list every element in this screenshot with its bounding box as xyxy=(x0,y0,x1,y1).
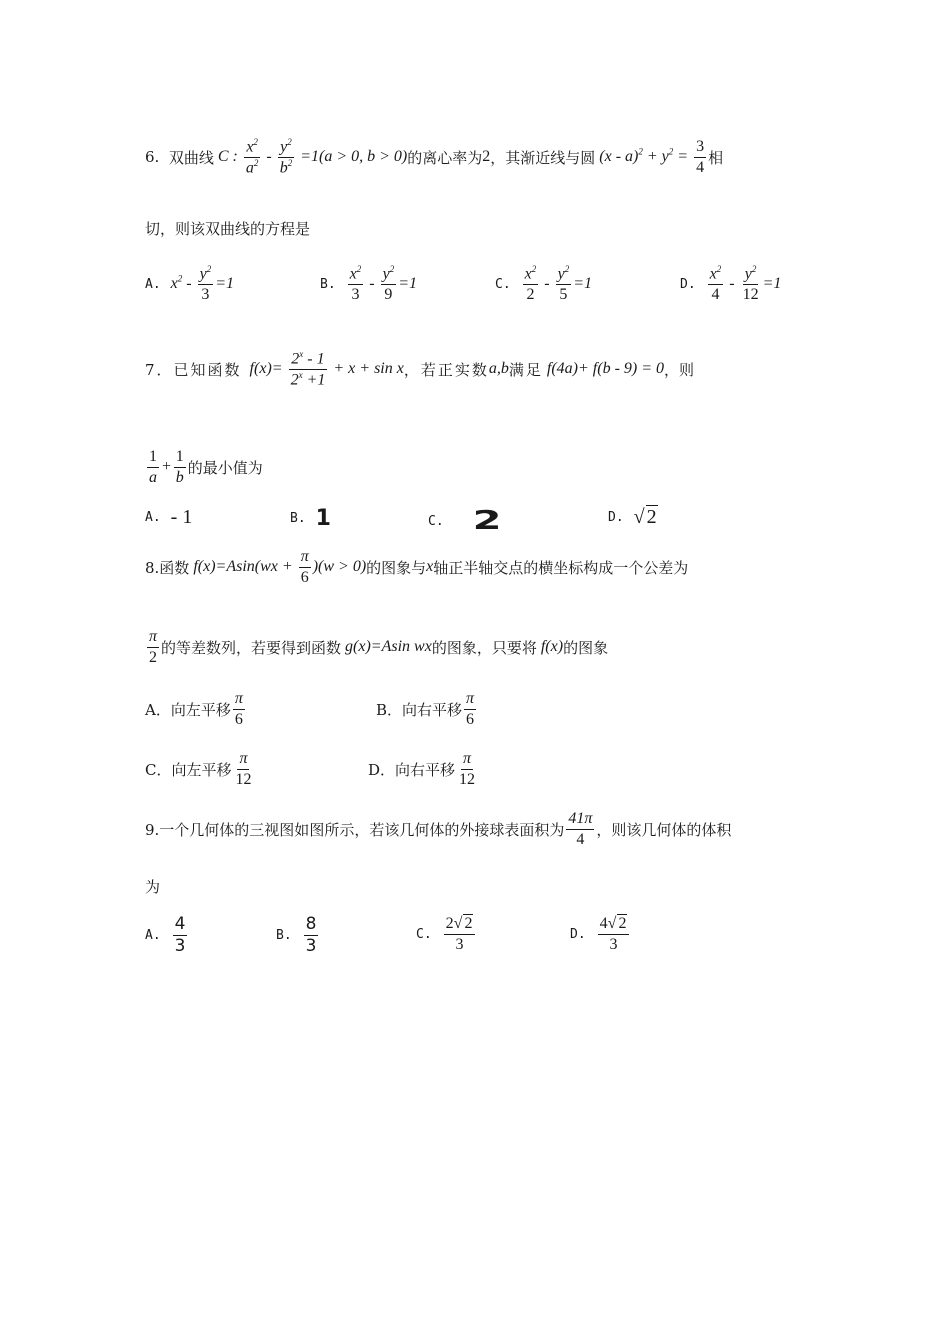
q7-option-d: D. √ 2 xyxy=(608,506,657,528)
q7-vars: a,b xyxy=(488,360,509,378)
q8-text-b: 的图象与 xyxy=(366,558,427,577)
q9-number: 9.一个几何体的三视图如图所示，若该几何体的外接球表面积为 xyxy=(145,820,565,839)
q9-option-c: C. $\frac{2√ 2}{3}$ xyxy=(416,915,477,953)
q7-option-a xyxy=(145,506,192,529)
q6-stem-cont xyxy=(145,218,310,239)
q9-option-a: A. $\frac{4}{3}$ xyxy=(145,914,186,956)
q8-label-d: D．向右平移 xyxy=(368,760,456,779)
q7-value-b: 1 xyxy=(315,506,331,531)
q9-option-d: D. $\frac{4√ 2}{3}$ xyxy=(570,915,631,953)
q6-label-b: B. xyxy=(320,276,336,292)
q8-option-b: B．向右平移 $\frac{\pi}{6}$ xyxy=(376,690,475,728)
q6-option-d: D. $\frac{x^2}{4}$ - $\frac{y^2}{12}$ =1 xyxy=(680,264,782,303)
q8-axis: x xyxy=(426,558,434,576)
q7-label-a: A. xyxy=(145,510,161,525)
q9-stem-cont xyxy=(145,876,160,897)
q8-text-d: 的等差数列，若要得到函数 xyxy=(161,638,342,657)
q7-text-d: ，则 xyxy=(664,360,695,379)
q6-stem xyxy=(145,138,723,177)
q7-value-d: 2 xyxy=(646,506,657,528)
q6-text-d: 相 xyxy=(708,148,724,167)
q7-text-b: ，若正实数 xyxy=(403,360,489,379)
q9-text-c: 为 xyxy=(145,878,161,896)
q9-label-b: B. xyxy=(276,927,292,943)
q6-label-a: A. xyxy=(145,276,161,292)
q6-text-e: 切，则该双曲线的方程是 xyxy=(145,220,311,238)
q6-option-a: A. $x^2$ - $\frac{y^2}{3}$ =1 xyxy=(145,264,234,303)
q9-option-b: B. $\frac{8}{3}$ xyxy=(276,914,317,956)
q8-text-f: 的图象 xyxy=(563,638,609,657)
q9-label-c: C. xyxy=(416,926,432,942)
q7-value-a: - 1 xyxy=(170,506,193,528)
q6-circle: $(x - a)^2 + y^2$ = $\frac{3}{4}$ xyxy=(595,138,705,176)
q6-text-b: 的离心率为 xyxy=(407,148,483,167)
q7-number: 7．已知函数 xyxy=(145,360,242,379)
q7-value-c: 2 xyxy=(472,506,502,536)
q8-text-e: 的图象，只要将 xyxy=(431,638,537,657)
q8-option-a: A．向左平移 $\frac{\pi}{6}$ xyxy=(145,690,243,728)
q8-stem xyxy=(145,548,688,586)
q6-hyperbola: C : $\frac{x^2}{a^2}$ - $\frac{y^2}{b^2}$ =1(a > 0, b > 0) xyxy=(213,137,408,177)
q7-label-b: B. xyxy=(290,511,306,526)
q8-option-d: D．向右平移 $\frac{\pi}{12}$ xyxy=(368,750,476,788)
q7-text-c: 满足 xyxy=(508,360,543,379)
q8-number: 8.函数 xyxy=(145,558,190,577)
q7-stem xyxy=(145,350,694,389)
q6-option-c: C. $\frac{x^2}{2}$ - $\frac{y^2}{5}$ =1 xyxy=(495,264,592,303)
q9-stem: 9.一个几何体的三视图如图所示，若该几何体的外接球表面积为 $\frac{41\pi}{4}$ ，则该几何体的体积 xyxy=(145,810,732,848)
q8-label-c: C．向左平移 xyxy=(145,760,232,779)
q6-number: 6. xyxy=(145,148,160,167)
q7-stem-cont: $\frac{1}{a}$ + $\frac{1}{b}$ 的最小值为 xyxy=(149,448,263,486)
q6-eccentricity: 2 xyxy=(482,148,491,166)
q9-text-b: ，则该几何体的体积 xyxy=(596,820,732,839)
q6-text-a: 双曲线 xyxy=(168,148,214,167)
q8-function: f(x)=Asin(wx + $\frac{\pi}{6}$ )(w > 0) xyxy=(189,548,367,586)
q6-option-b: B. $\frac{x^2}{3}$ - $\frac{y^2}{9}$ =1 xyxy=(320,264,417,303)
q9-label-d: D. xyxy=(570,926,586,942)
q7-function: f(x)= $\frac{2^x - 1}{2^x +1}$ + x + sin x xyxy=(241,349,404,389)
q7-label-c: C. xyxy=(428,513,444,529)
q7-label-d: D. xyxy=(608,510,624,525)
q8-label-b: B．向右平移 xyxy=(376,700,463,719)
q8-label-a: A．向左平移 xyxy=(145,700,231,719)
q6-label-c: C. xyxy=(495,276,511,292)
q6-label-d: D. xyxy=(680,276,696,292)
q9-label-a: A. xyxy=(145,927,161,943)
q8-text-c: 轴正半轴交点的横坐标构成一个公差为 xyxy=(433,558,689,577)
q7-text-e: 的最小值为 xyxy=(187,458,263,477)
q8-stem-cont: $\frac{\pi}{2}$ 的等差数列，若要得到函数 g(x)=Asin wx 的图象，只要将 f(x) 的图象 xyxy=(149,628,609,666)
q7-option-b xyxy=(290,506,331,531)
q6-text-c: ，其渐近线与圆 xyxy=(490,148,596,167)
q7-condition: f(4a)+ f(b - 9) = 0 xyxy=(542,360,665,378)
q8-option-c: C．向左平移 $\frac{\pi}{12}$ xyxy=(145,750,252,788)
q7-option-c xyxy=(428,506,502,536)
